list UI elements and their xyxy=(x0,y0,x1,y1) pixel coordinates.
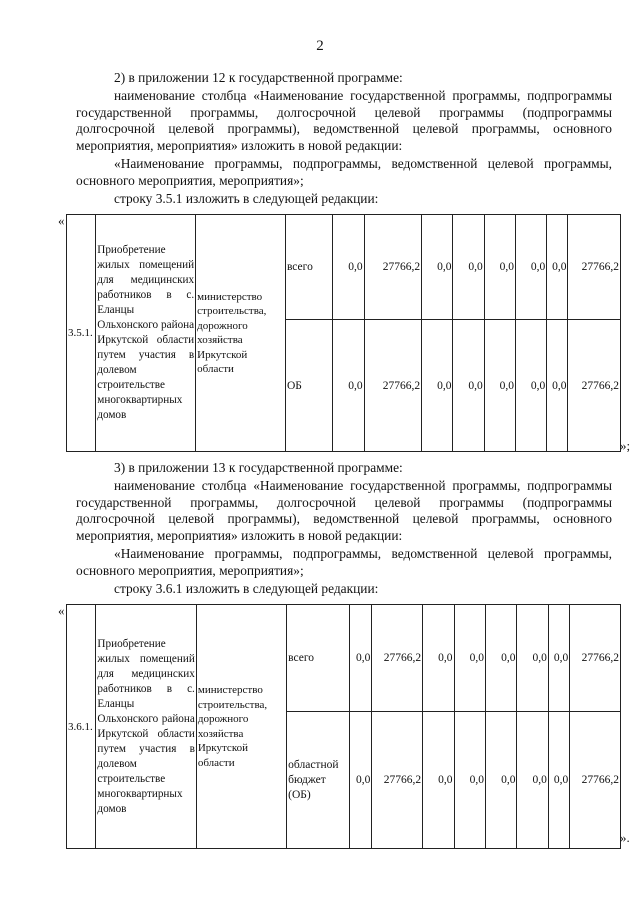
table2-value-cell: 0,0 xyxy=(350,712,372,849)
table2 xyxy=(66,604,621,849)
table2-row-total xyxy=(67,605,621,712)
section2-heading: 2) в приложении 12 к государственной программе: xyxy=(114,70,403,85)
table1-value-cell: 0,0 xyxy=(484,320,515,452)
table1-value-cell: 0,0 xyxy=(333,215,364,320)
table1-value-cell: 0,0 xyxy=(453,320,484,452)
table1-value-cell: 27766,2 xyxy=(364,215,422,320)
table2-close-quote: ». xyxy=(620,830,630,845)
table1 xyxy=(66,214,621,452)
page-number: 2 xyxy=(316,38,324,54)
table2-value-cell: 0,0 xyxy=(350,605,372,712)
table2-source-cell: областной бюджет (ОБ) xyxy=(287,712,350,849)
table2-value-cell: 27766,2 xyxy=(372,712,423,849)
table1-value-cell: 0,0 xyxy=(422,320,453,452)
table2-name: Приобретение жилых помещений для медицинских работников в с. Еланцы Ольхонского района Иркутской области путем участия в долевом строительстве многоквартирных домов xyxy=(96,605,196,849)
table1-code: 3.5.1. xyxy=(67,215,96,452)
table1-value-cell: 0,0 xyxy=(547,215,568,320)
section3-row-instruction: строку 3.6.1 изложить в следующей редакции: xyxy=(114,581,379,596)
table2-org: министерство строительства, дорожного хозяйства Иркутской области xyxy=(196,605,286,849)
table2-value-cell: 0,0 xyxy=(423,712,454,849)
table1-value-cell: 0,0 xyxy=(333,320,364,452)
table2-value-cell: 27766,2 xyxy=(570,605,621,712)
section3-new-title: «Наименование программы, подпрограммы, ведомственной целевой программы, основного мероприятия, мероприятия»; xyxy=(76,546,612,578)
table1-value-cell: 0,0 xyxy=(516,320,547,452)
table1-value-cell: 27766,2 xyxy=(364,320,422,452)
table2-value-cell: 27766,2 xyxy=(570,712,621,849)
table2-code: 3.6.1. xyxy=(67,605,96,849)
table1-value-cell: 0,0 xyxy=(516,215,547,320)
section2-paragraph: наименование столбца «Наименование государственной программы, подпрограммы государственной программы, долгосрочной целевой программы (подпрограммы долгосрочной целевой программы), ведомственной целевой программы, основного мероприятия, мероприятия» изложить в новой редакции: xyxy=(76,88,612,153)
table1-source-cell: всего xyxy=(285,215,332,320)
section3-heading: 3) в приложении 13 к государственной программе: xyxy=(114,460,403,475)
table2-value-cell: 0,0 xyxy=(548,712,569,849)
table2-value-cell: 0,0 xyxy=(486,605,517,712)
table2-value-cell: 0,0 xyxy=(517,712,548,849)
table1-open-quote: « xyxy=(58,213,65,228)
table1-value-cell: 0,0 xyxy=(422,215,453,320)
table2-value-cell: 0,0 xyxy=(454,712,485,849)
table2-value-cell: 0,0 xyxy=(423,605,454,712)
table1-source-cell: ОБ xyxy=(285,320,332,452)
table1-close-quote: »; xyxy=(620,438,631,453)
table1-value-cell: 27766,2 xyxy=(568,215,621,320)
table2-value-cell: 0,0 xyxy=(517,605,548,712)
table1-name: Приобретение жилых помещений для медицинских работников в с. Еланцы Ольхонского района Иркутской области путем участия в долевом строительстве многоквартирных домов xyxy=(96,215,196,452)
table1-value-cell: 27766,2 xyxy=(568,320,621,452)
table1-org: министерство строительства, дорожного хозяйства Иркутской области xyxy=(196,215,286,452)
table1-value-cell: 0,0 xyxy=(547,320,568,452)
table2-value-cell: 0,0 xyxy=(548,605,569,712)
table1-value-cell: 0,0 xyxy=(453,215,484,320)
table1-row-total xyxy=(67,215,621,320)
section2-new-title: «Наименование программы, подпрограммы, ведомственной целевой программы, основного мероприятия, мероприятия»; xyxy=(76,156,612,188)
section2-row-instruction: строку 3.5.1 изложить в следующей редакции: xyxy=(114,191,379,206)
section3-paragraph: наименование столбца «Наименование государственной программы, подпрограммы государственной программы, долгосрочной целевой программы (подпрограммы долгосрочной целевой программы), ведомственной целевой программы, основного мероприятия, мероприятия» изложить в новой редакции: xyxy=(76,478,612,543)
table2-value-cell: 27766,2 xyxy=(372,605,423,712)
table2-source-cell: всего xyxy=(287,605,350,712)
table1-value-cell: 0,0 xyxy=(484,215,515,320)
table2-value-cell: 0,0 xyxy=(454,605,485,712)
table2-open-quote: « xyxy=(58,603,65,618)
table2-value-cell: 0,0 xyxy=(486,712,517,849)
